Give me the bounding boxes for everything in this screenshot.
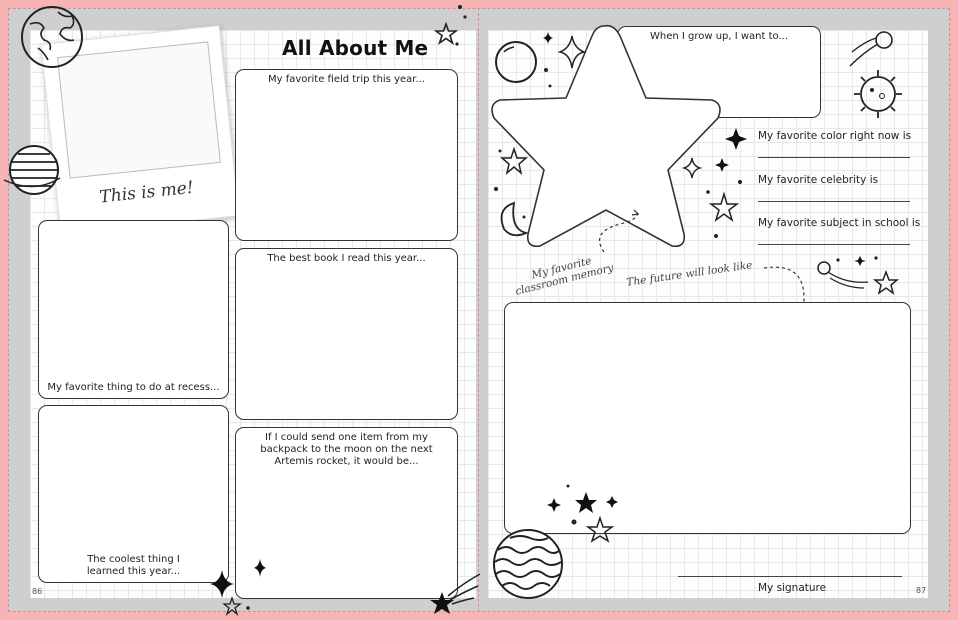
page-spine [478, 8, 479, 612]
sparkle-icon [540, 30, 590, 96]
field-trip-label: My favorite field trip this year... [268, 74, 425, 85]
planet-icon [492, 38, 540, 88]
best-book-label: The best book I read this year... [267, 253, 426, 264]
favorite-color-line[interactable] [758, 157, 910, 158]
page-number-right: 87 [916, 586, 927, 595]
signature-line[interactable] [678, 576, 902, 577]
polaroid-caption: This is me! [98, 177, 195, 208]
future-label: The future will look like [625, 259, 754, 289]
grow-up-label: When I grow up, I want to... [649, 31, 789, 42]
recess-label: My favorite thing to do at recess... [47, 382, 220, 393]
dots-decoration [452, 2, 472, 52]
moon-icon [490, 145, 534, 241]
favorite-celebrity-line[interactable] [758, 201, 910, 202]
saturn-icon [490, 522, 570, 602]
favorite-celebrity-label: My favorite celebrity is [758, 174, 879, 186]
earth-icon [16, 2, 88, 72]
sparkle-icon [208, 568, 258, 618]
coolest-box[interactable] [38, 405, 229, 583]
field-trip-box[interactable] [235, 69, 458, 241]
signature-label: My signature [758, 582, 827, 594]
comet-icon [808, 252, 900, 298]
best-book-box[interactable] [235, 248, 458, 420]
favorite-subject-line[interactable] [758, 244, 910, 245]
artemis-label: If I could send one item from my backpack to the moon on the next Artemis rocket, it would be... [260, 432, 433, 467]
star-icon [680, 122, 750, 248]
page-number-left: 86 [32, 587, 43, 596]
recess-box[interactable] [38, 220, 229, 399]
coolest-label: The coolest thing I learned this year... [86, 554, 181, 577]
classroom-memory-label: My favorite classroom memory [514, 254, 615, 298]
favorite-subject-label: My favorite subject in school is [758, 217, 921, 229]
sparkle-icon [252, 558, 268, 578]
page-title: All About Me [282, 36, 429, 60]
favorite-color-label: My favorite color right now is [758, 130, 912, 142]
sun-icon [848, 64, 908, 124]
arrow-icon [590, 208, 650, 268]
artemis-box[interactable] [235, 427, 458, 599]
planet-icon [2, 140, 62, 200]
comet-icon [428, 570, 482, 618]
